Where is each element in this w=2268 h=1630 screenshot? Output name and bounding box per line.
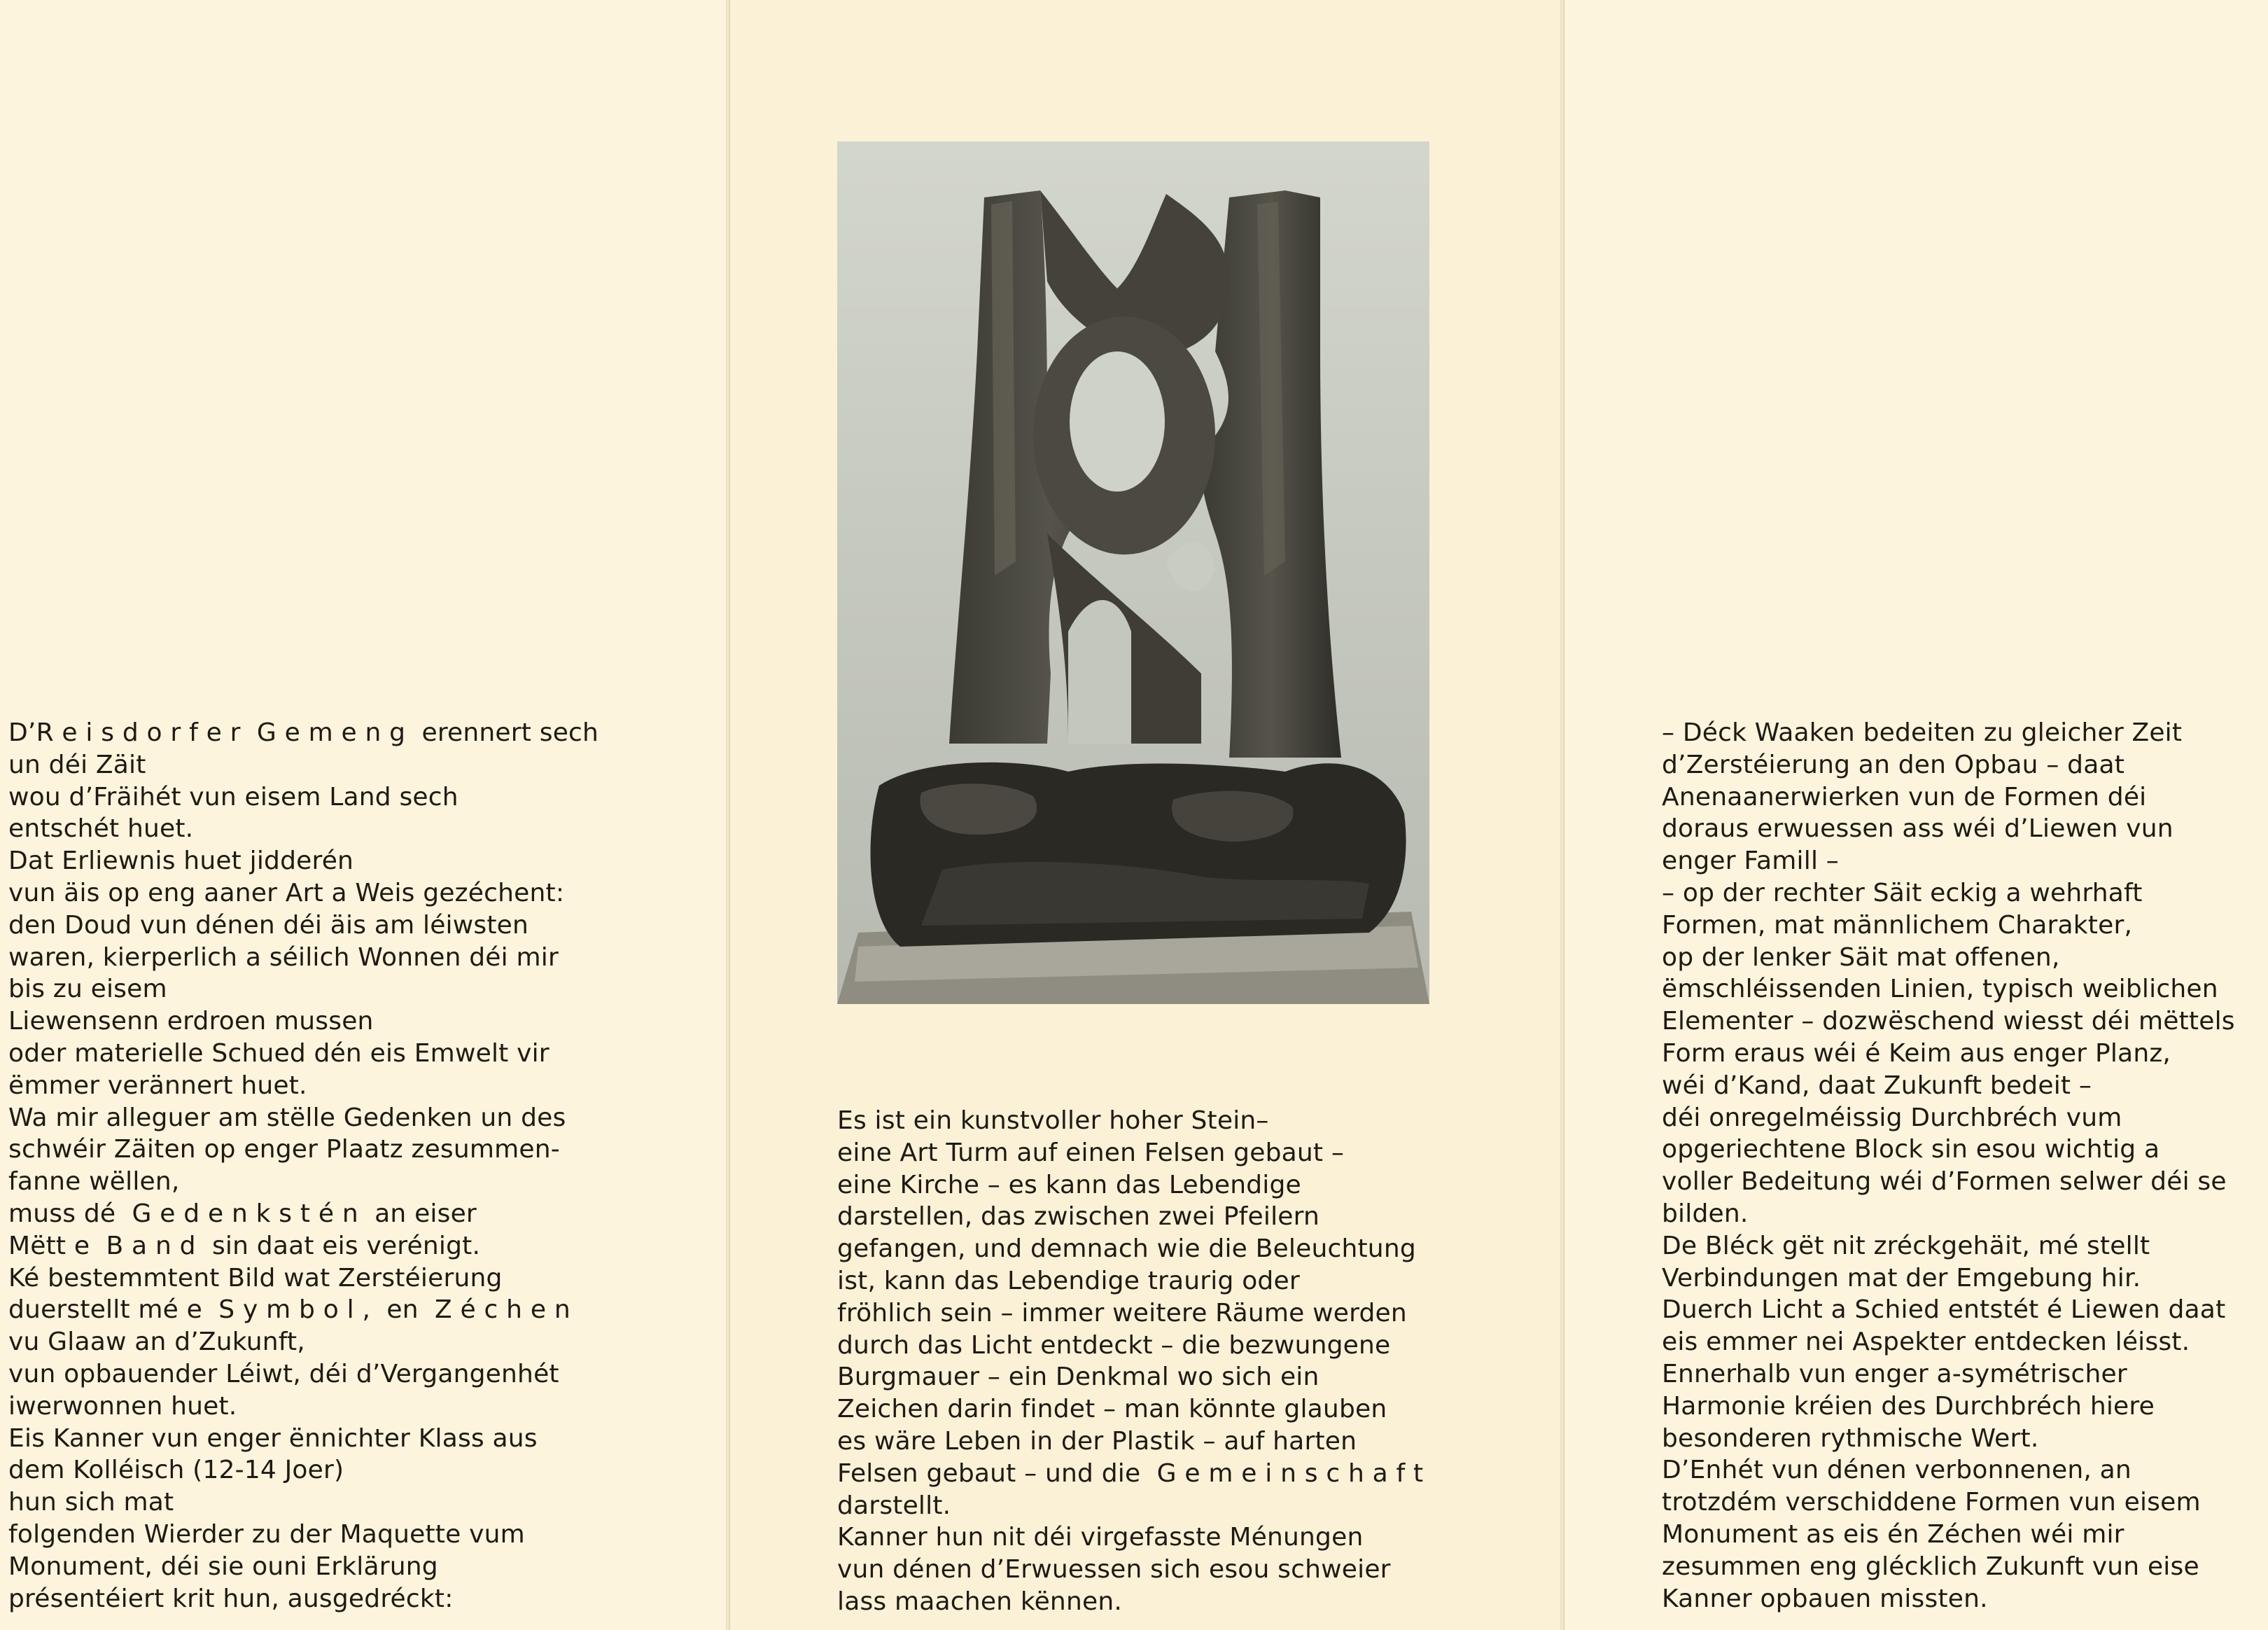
- text-line: ëmschléissenden Linien, typisch weiblichen: [1662, 975, 2218, 1004]
- text-line: vu Glaaw an d’Zukunft,: [8, 1328, 305, 1357]
- text-line: fanne wëllen,: [8, 1167, 180, 1197]
- fold-line-left: [726, 0, 730, 1630]
- text-line: Eis Kanner vun enger ënnichter Klass aus: [8, 1423, 538, 1453]
- text-line: – op der rechter Säit eckig a wehrhaft: [1662, 878, 2143, 907]
- right-panel-text: [1662, 717, 2235, 1615]
- text-line: schwéir Zäiten op enger Plaatz zesummen-: [8, 1135, 560, 1164]
- text-line: vun äis op eng aaner Art a Weis gezéchent:: [8, 878, 565, 907]
- text-line: déi onregelméissig Durchbréch vum: [1662, 1103, 2122, 1132]
- text-line: Formen, mat männlichem Charakter,: [1662, 910, 2133, 940]
- text-line: eis emmer nei Aspekter entdecken léisst.: [1662, 1328, 2190, 1357]
- text-line: D’Enhét vun dénen verbonnenen, an: [1662, 1456, 2132, 1485]
- text-line: d’Zerstéierung an den Opbau – daat: [1662, 750, 2125, 779]
- text-line: Verbindungen mat der Emgebung hir.: [1662, 1263, 2141, 1293]
- text-line: bilden.: [1662, 1199, 1749, 1228]
- text-line: vun opbauender Léiwt, déi d’Vergangenhét: [8, 1359, 559, 1388]
- text-line: besonderen rythmische Wert.: [1662, 1423, 2039, 1453]
- text-line: Zeichen darin findet – man könnte glauben: [837, 1395, 1387, 1424]
- text-line: trotzdém verschiddene Formen vun eisem: [1662, 1488, 2201, 1517]
- text-line: ist, kann das Lebendige traurig oder: [837, 1266, 1300, 1295]
- text-line: présentéiert krit hun, ausgedréckt:: [8, 1584, 454, 1613]
- text-line: dem Kolléisch (12-14 Joer): [8, 1456, 344, 1485]
- text-line: Harmonie kréien des Durchbréch hiere: [1662, 1391, 2155, 1421]
- text-line: De Bléck gët nit zréckgehäit, mé stellt: [1662, 1231, 2150, 1260]
- text-line: eine Art Turm auf einen Felsen gebaut –: [837, 1138, 1345, 1167]
- text-line: Kanner opbauen missten.: [1662, 1584, 1988, 1613]
- text-line: fröhlich sein – immer weitere Räume werden: [837, 1298, 1407, 1328]
- text-line: zesummen eng glécklich Zukunft vun eise: [1662, 1552, 2199, 1581]
- text-line: entschét huet.: [8, 814, 194, 844]
- text-line: Es ist ein kunstvoller hoher Stein–: [837, 1106, 1269, 1135]
- text-line: darstellen, das zwischen zwei Pfeilern: [837, 1202, 1320, 1232]
- text-line: Burgmauer – ein Denkmal wo sich ein: [837, 1363, 1320, 1392]
- text-line: Dat Erliewnis huet jidderén: [8, 847, 354, 876]
- text-line: vun dénen d’Erwuessen sich esou schweier: [837, 1555, 1391, 1584]
- text-line: Mëtt e B a n d sin daat eis verénigt.: [8, 1231, 481, 1260]
- text-line: eine Kirche – es kann das Lebendige: [837, 1170, 1301, 1199]
- left-panel-text: [8, 717, 598, 1615]
- text-line: voller Bedeitung wéi d’Formen selwer déi se: [1662, 1167, 2227, 1197]
- text-line: Anenaanerwierken vun de Formen déi: [1662, 782, 2147, 811]
- text-line: Monument as eis én Zéchen wéi mir: [1662, 1519, 2124, 1549]
- text-line: Felsen gebaut – und die G e m e i n s c h a f t: [837, 1458, 1424, 1488]
- text-line: Duerch Licht a Schied entstét é Liewen daat: [1662, 1295, 2226, 1325]
- text-line: wéi d’Kand, daat Zukunft bedeit –: [1662, 1071, 2092, 1100]
- text-line: folgenden Wierder zu der Maquette vum: [8, 1519, 525, 1549]
- text-line: lass maachen kënnen.: [837, 1587, 1122, 1616]
- text-line: Kanner hun nit déi virgefasste Ménungen: [837, 1523, 1364, 1552]
- text-line: Liewensenn erdroen mussen: [8, 1007, 374, 1036]
- text-line: duerstellt mé e S y m b o l , en Z é c h e n: [8, 1295, 570, 1325]
- text-line: hun sich mat: [8, 1488, 174, 1517]
- text-line: enger Famill –: [1662, 847, 1839, 876]
- text-line: darstellt.: [837, 1491, 951, 1520]
- text-line: op der lenker Säit mat offenen,: [1662, 942, 2060, 972]
- text-line: Form eraus wéi é Keim aus enger Planz,: [1662, 1038, 2171, 1068]
- text-line: muss dé G e d e n k s t é n an eiser: [8, 1199, 477, 1228]
- text-line: Wa mir alleguer am stëlle Gedenken un des: [8, 1103, 566, 1132]
- text-line: ëmmer verännert huet.: [8, 1071, 307, 1100]
- text-line: wou d’Fräihét vun eisem Land sech: [8, 782, 458, 811]
- text-line: gefangen, und demnach wie die Beleuchtung: [837, 1234, 1416, 1264]
- text-line: Monument, déi sie ouni Erklärung: [8, 1552, 438, 1581]
- fold-line-right: [1560, 0, 1564, 1630]
- text-line: oder materielle Schued dén eis Emwelt vir: [8, 1038, 550, 1068]
- text-line: Ké bestemmtent Bild wat Zerstéierung: [8, 1263, 503, 1293]
- text-line: Elementer – dozwëschend wiesst déi mëttels: [1662, 1007, 2235, 1036]
- text-line: waren, kierperlich a séilich Wonnen déi mir: [8, 942, 559, 972]
- text-line: doraus erwuessen ass wéi d’Liewen vun: [1662, 814, 2174, 844]
- text-line: durch das Licht entdeckt – die bezwungene: [837, 1330, 1391, 1360]
- middle-panel-text: [837, 1105, 1423, 1618]
- text-line: Ennerhalb vun enger a-symétrischer: [1662, 1359, 2127, 1388]
- text-line: es wäre Leben in der Plastik – auf harten: [837, 1426, 1357, 1456]
- text-line: bis zu eisem: [8, 975, 167, 1004]
- text-line: den Doud vun dénen déi äis am léiwsten: [8, 910, 529, 940]
- text-line: iwerwonnen huet.: [8, 1391, 237, 1421]
- text-line: un déi Zäit: [8, 750, 146, 779]
- text-line: opgeriechtene Block sin esou wichtig a: [1662, 1135, 2160, 1164]
- text-line: – Déck Waaken bedeiten zu gleicher Zeit: [1662, 718, 2183, 747]
- sculpture-photo: [837, 141, 1429, 1004]
- text-line: D’R e i s d o r f e r G e m e n g erennert sech: [8, 718, 599, 747]
